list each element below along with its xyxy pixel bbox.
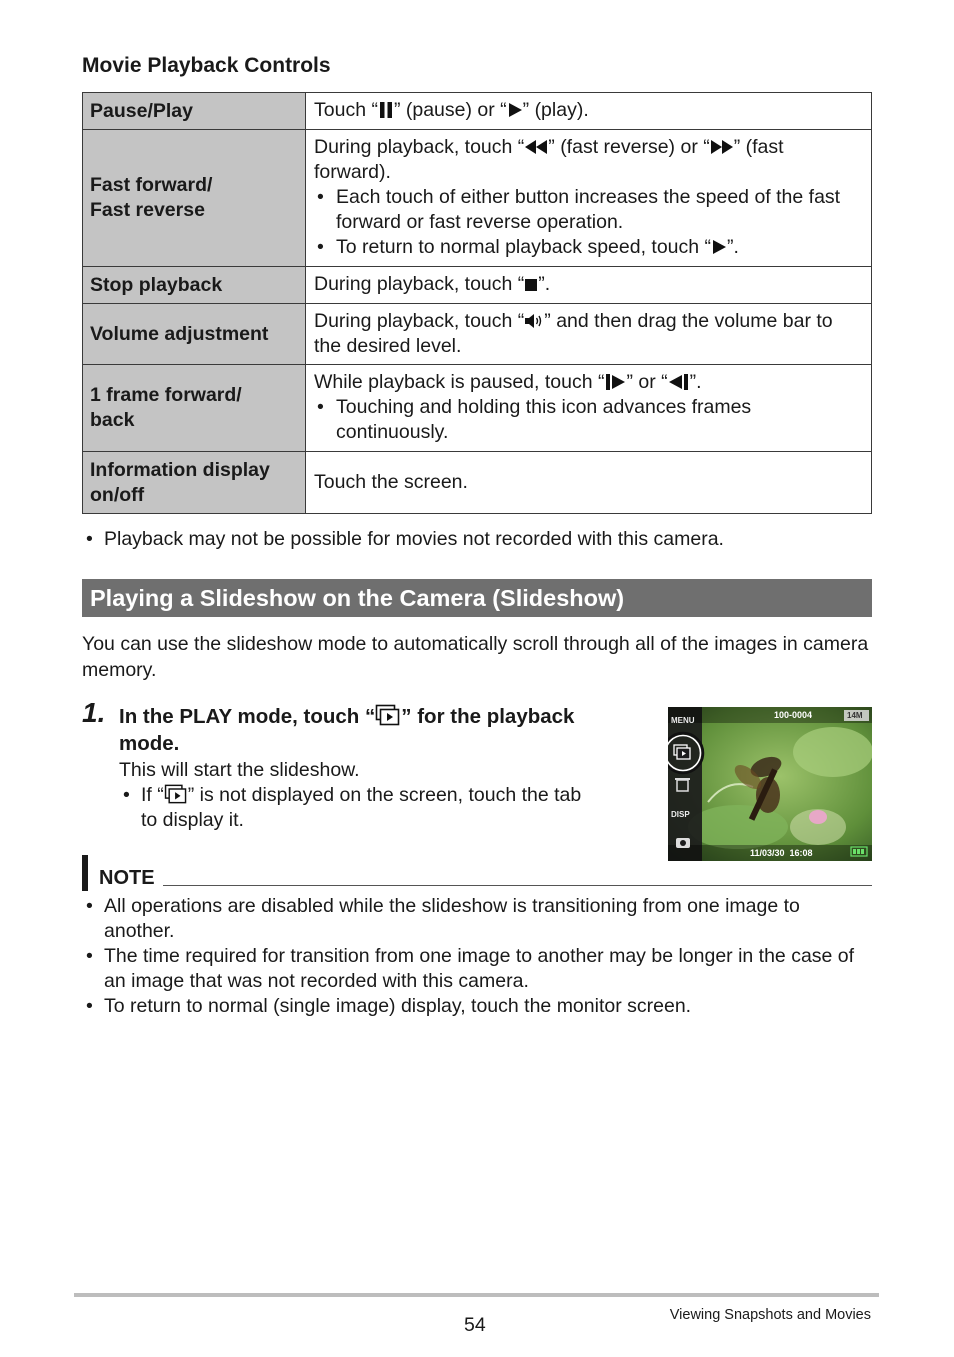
list-item: • Playback may not be possible for movies not recorded with this camera. <box>82 527 882 552</box>
text: ”. <box>689 371 702 393</box>
text: ” (fast reverse) or “ <box>548 136 710 158</box>
text: While playback is paused, touch “ <box>314 371 605 393</box>
frame-back-icon <box>668 373 690 391</box>
text: ” for the playback mode. <box>119 705 575 755</box>
label-line: back <box>90 409 135 431</box>
footer-title: Viewing Snapshots and Movies <box>669 1307 871 1323</box>
row-label-frame <box>83 365 306 452</box>
step-title <box>119 703 589 757</box>
list-item: • To return to normal (single image) display, touch the monitor screen. <box>82 994 872 1019</box>
camera-photo <box>668 707 872 861</box>
text: ” and then drag the volume bar to the desired level. <box>314 309 833 357</box>
row-desc-info: Touch the screen. <box>306 452 872 514</box>
desc-bullet: • Touching and holding this icon advances frames continuously. <box>314 395 863 445</box>
table-row <box>83 452 872 514</box>
playback-note <box>82 527 882 552</box>
text: During playback, touch “ <box>314 136 525 158</box>
row-desc-fast <box>306 130 872 267</box>
row-label-volume: Volume adjustment <box>83 304 306 365</box>
table-row <box>83 267 872 304</box>
list-item: • All operations are disabled while the slideshow is transitioning from one image to another. <box>82 894 872 944</box>
row-label-info <box>83 452 306 514</box>
text: ” (play). <box>522 99 589 121</box>
row-label-pause-play: Pause/Play <box>83 93 306 130</box>
text: To return to normal playback speed, touch “ <box>336 236 712 258</box>
desc-line <box>314 135 863 185</box>
table-row <box>83 93 872 130</box>
note-divider <box>163 885 872 886</box>
desc-bullet <box>314 235 863 260</box>
camera-screen-image <box>668 707 872 861</box>
text: ” or “ <box>626 371 668 393</box>
text: ” is not displayed on the screen, touch the tab to display it. <box>141 784 582 831</box>
row-label-stop: Stop playback <box>83 267 306 304</box>
text: ”. <box>538 273 551 295</box>
text: If “ <box>141 784 164 806</box>
table-row <box>83 365 872 452</box>
label-line: Fast forward/ <box>90 174 213 196</box>
slideshow-icon <box>375 704 401 726</box>
text: Touch “ <box>314 99 378 121</box>
play-icon <box>711 238 727 256</box>
camera-datetime: 11/03/30 16:08 <box>750 848 813 858</box>
row-desc-frame <box>306 365 872 452</box>
volume-icon <box>524 312 544 330</box>
step-text: This will start the slideshow. <box>119 759 360 781</box>
note-list <box>82 894 872 1019</box>
text: ” (pause) or “ <box>393 99 507 121</box>
row-desc-pause-play <box>306 93 872 130</box>
note-label: NOTE <box>99 867 155 889</box>
page-number: 54 <box>464 1314 486 1336</box>
note-marker <box>82 855 88 891</box>
fast-reverse-icon <box>524 138 548 156</box>
slideshow-icon <box>164 784 188 804</box>
text: ” (fast forward). <box>314 136 784 183</box>
text: During playback, touch “ <box>314 309 525 332</box>
row-label-fast <box>83 130 306 267</box>
table-row <box>83 130 872 267</box>
text: During playback, touch “ <box>314 273 525 295</box>
text: In the PLAY mode, touch “ <box>119 705 376 728</box>
label-line: 1 frame forward/ <box>90 384 242 406</box>
frame-forward-icon <box>604 373 626 391</box>
stop-icon <box>524 277 538 293</box>
footer-rule <box>74 1293 879 1297</box>
pause-icon <box>378 101 394 119</box>
label-line: on/off <box>90 483 145 506</box>
row-desc-stop <box>306 267 872 304</box>
list-item <box>119 783 599 833</box>
desc-bullet: • Each touch of either button increases the speed of the fast forward or fast reverse operation. <box>314 185 863 235</box>
step-number: 1. <box>82 697 106 728</box>
row-desc-volume <box>306 304 872 365</box>
list-item: • The time required for transition from one image to another may be longer in the case of an image that was not recorded with this camera. <box>82 944 872 994</box>
fast-forward-icon <box>710 138 734 156</box>
table-row <box>83 304 872 365</box>
intro-paragraph: You can use the slideshow mode to automatically scroll through all of the images in camera memory. <box>82 633 869 681</box>
camera-disp-label: DISP <box>671 810 690 819</box>
desc-line <box>314 370 863 395</box>
step-body <box>119 758 599 833</box>
camera-image-size: 14M <box>847 711 863 720</box>
section-heading-movie-controls: Movie Playback Controls <box>82 54 331 77</box>
play-icon <box>507 101 523 119</box>
camera-file-number: 100-0004 <box>774 710 813 720</box>
movie-controls-table <box>82 92 872 514</box>
label-line: Information display <box>90 458 270 481</box>
camera-menu-label: MENU <box>671 716 695 725</box>
text: ”. <box>727 236 739 258</box>
section-title-slideshow: Playing a Slideshow on the Camera (Slideshow) <box>82 579 872 617</box>
label-line: Fast reverse <box>90 199 205 221</box>
